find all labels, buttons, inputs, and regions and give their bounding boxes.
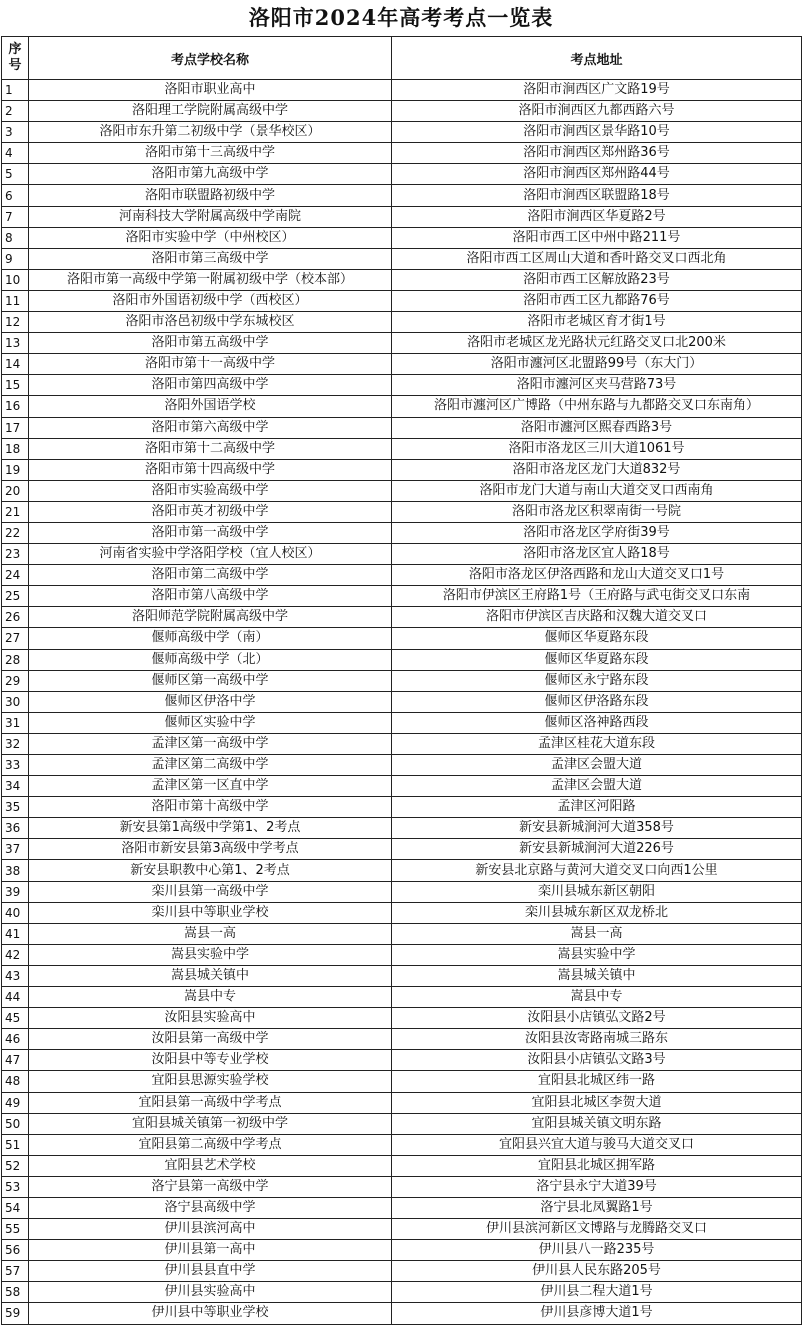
row-index: 55 (2, 1219, 29, 1240)
row-index: 7 (2, 206, 29, 227)
table-row (2, 122, 802, 143)
school-name: 洛阳理工学院附属高级中学 (29, 101, 392, 122)
row-index: 24 (2, 565, 29, 586)
row-index: 39 (2, 881, 29, 902)
school-name: 偃师区伊洛中学 (29, 691, 392, 712)
school-address: 洛阳市瀍河区北盟路99号（东大门） (392, 354, 802, 375)
table-row (2, 544, 802, 565)
school-address: 孟津区会盟大道 (392, 755, 802, 776)
school-address: 洛阳市涧西区联盟路18号 (392, 185, 802, 206)
school-address: 洛阳市洛龙区积翠南街一号院 (392, 501, 802, 522)
school-address: 偃师区伊洛路东段 (392, 691, 802, 712)
table-row (2, 1008, 802, 1029)
school-name: 洛宁县高级中学 (29, 1197, 392, 1218)
table-row (2, 248, 802, 269)
table-row (2, 290, 802, 311)
school-address: 伊川县人民东路205号 (392, 1261, 802, 1282)
table-row (2, 776, 802, 797)
table-row (2, 1071, 802, 1092)
row-index: 32 (2, 733, 29, 754)
school-address: 洛阳市涧西区广文路19号 (392, 80, 802, 101)
table-row (2, 269, 802, 290)
row-index: 22 (2, 522, 29, 543)
table-row (2, 755, 802, 776)
row-index: 6 (2, 185, 29, 206)
school-name: 宜阳县第一高级中学考点 (29, 1092, 392, 1113)
school-address: 偃师区华夏路东段 (392, 628, 802, 649)
school-address: 新安县新城涧河大道358号 (392, 818, 802, 839)
row-index: 36 (2, 818, 29, 839)
row-index: 2 (2, 101, 29, 122)
school-address: 洛阳市涧西区郑州路44号 (392, 164, 802, 185)
table-row (2, 860, 802, 881)
table-row (2, 881, 802, 902)
table-row (2, 649, 802, 670)
table-row (2, 1113, 802, 1134)
school-name: 偃师高级中学（南） (29, 628, 392, 649)
row-index: 48 (2, 1071, 29, 1092)
table-row (2, 1050, 802, 1071)
school-address: 洛宁县北凤翼路1号 (392, 1197, 802, 1218)
row-index: 56 (2, 1240, 29, 1261)
table-row (2, 1240, 802, 1261)
school-name: 宜阳县城关镇第一初级中学 (29, 1113, 392, 1134)
row-index: 59 (2, 1303, 29, 1324)
school-address: 伊川县滨河新区文博路与龙腾路交叉口 (392, 1219, 802, 1240)
school-name: 嵩县实验中学 (29, 944, 392, 965)
school-address: 宜阳县城关镇文明东路 (392, 1113, 802, 1134)
school-address: 洛阳市涧西区郑州路36号 (392, 143, 802, 164)
table-row (2, 944, 802, 965)
school-address: 嵩县一高 (392, 923, 802, 944)
row-index: 52 (2, 1155, 29, 1176)
table-row (2, 818, 802, 839)
table-row (2, 902, 802, 923)
row-index: 40 (2, 902, 29, 923)
school-name: 洛阳市第二高级中学 (29, 565, 392, 586)
school-address: 洛阳市瀍河区夹马营路73号 (392, 375, 802, 396)
table-header-row (2, 37, 802, 80)
table-row (2, 923, 802, 944)
school-address: 嵩县实验中学 (392, 944, 802, 965)
school-address: 洛阳市涧西区华夏路2号 (392, 206, 802, 227)
table-row (2, 206, 802, 227)
school-name: 伊川县第一高中 (29, 1240, 392, 1261)
table-row (2, 733, 802, 754)
school-address: 伊川县八一路235号 (392, 1240, 802, 1261)
row-index: 20 (2, 480, 29, 501)
row-index: 50 (2, 1113, 29, 1134)
school-address: 洛阳市涧西区景华路10号 (392, 122, 802, 143)
school-address: 洛阳市伊滨区王府路1号（王府路与武屯街交叉口东南 (392, 586, 802, 607)
row-index: 37 (2, 839, 29, 860)
school-name: 洛阳市第一高级中学 (29, 522, 392, 543)
school-address: 洛阳市洛龙区三川大道1061号 (392, 438, 802, 459)
school-name: 河南省实验中学洛阳学校（宜人校区） (29, 544, 392, 565)
table-row (2, 1197, 802, 1218)
school-address: 洛阳市老城区龙光路状元红路交叉口北200米 (392, 333, 802, 354)
school-address: 汝阳县小店镇弘文路2号 (392, 1008, 802, 1029)
school-name: 洛阳外国语学校 (29, 396, 392, 417)
school-name: 洛阳市第三高级中学 (29, 248, 392, 269)
table-row (2, 501, 802, 522)
table-row (2, 417, 802, 438)
row-index: 35 (2, 797, 29, 818)
school-address: 嵩县城关镇中 (392, 965, 802, 986)
school-name: 宜阳县第二高级中学考点 (29, 1134, 392, 1155)
row-index: 47 (2, 1050, 29, 1071)
school-name: 伊川县县直中学 (29, 1261, 392, 1282)
school-name: 洛阳市第九高级中学 (29, 164, 392, 185)
school-address: 洛阳市瀍河区熙春西路3号 (392, 417, 802, 438)
school-address: 汝阳县汝寄路南城三路东 (392, 1029, 802, 1050)
row-index: 58 (2, 1282, 29, 1303)
table-row (2, 565, 802, 586)
school-address: 洛阳市洛龙区学府街39号 (392, 522, 802, 543)
table-row (2, 185, 802, 206)
row-index: 30 (2, 691, 29, 712)
table-row (2, 143, 802, 164)
school-address: 洛阳市洛龙区伊洛西路和龙山大道交叉口1号 (392, 565, 802, 586)
school-name: 洛阳市第十高级中学 (29, 797, 392, 818)
table-row (2, 965, 802, 986)
row-index: 14 (2, 354, 29, 375)
row-index: 54 (2, 1197, 29, 1218)
school-name: 洛阳市第十一高级中学 (29, 354, 392, 375)
row-index: 1 (2, 80, 29, 101)
school-name: 洛阳市第四高级中学 (29, 375, 392, 396)
school-name: 孟津区第二高级中学 (29, 755, 392, 776)
row-index: 9 (2, 248, 29, 269)
row-index: 46 (2, 1029, 29, 1050)
school-name: 汝阳县中等专业学校 (29, 1050, 392, 1071)
school-name: 洛阳市实验高级中学 (29, 480, 392, 501)
school-name: 嵩县城关镇中 (29, 965, 392, 986)
table-row (2, 375, 802, 396)
school-address: 伊川县彦博大道1号 (392, 1303, 802, 1324)
table-row (2, 839, 802, 860)
school-name: 洛阳市英才初级中学 (29, 501, 392, 522)
school-name: 洛阳市第六高级中学 (29, 417, 392, 438)
table-row (2, 227, 802, 248)
row-index: 41 (2, 923, 29, 944)
table-row (2, 1155, 802, 1176)
school-address: 新安县北京路与黄河大道交叉口向西1公里 (392, 860, 802, 881)
school-name: 洛阳市第十四高级中学 (29, 459, 392, 480)
school-address: 伊川县二程大道1号 (392, 1282, 802, 1303)
school-address: 洛阳市伊滨区吉庆路和汉魏大道交叉口 (392, 607, 802, 628)
row-index: 4 (2, 143, 29, 164)
school-address: 洛阳市龙门大道与南山大道交叉口西南角 (392, 480, 802, 501)
school-address: 孟津区河阳路 (392, 797, 802, 818)
school-address: 宜阳县兴宜大道与骏马大道交叉口 (392, 1134, 802, 1155)
school-name: 洛阳市联盟路初级中学 (29, 185, 392, 206)
row-index: 44 (2, 987, 29, 1008)
school-address: 洛阳市洛龙区宜人路18号 (392, 544, 802, 565)
school-name: 洛宁县第一高级中学 (29, 1176, 392, 1197)
row-index: 29 (2, 670, 29, 691)
table-row (2, 797, 802, 818)
table-row (2, 1261, 802, 1282)
school-address: 新安县新城涧河大道226号 (392, 839, 802, 860)
school-name: 新安县第1高级中学第1、2考点 (29, 818, 392, 839)
school-name: 嵩县中专 (29, 987, 392, 1008)
table-row (2, 101, 802, 122)
school-address: 洛阳市西工区解放路23号 (392, 269, 802, 290)
table-row (2, 80, 802, 101)
row-index: 11 (2, 290, 29, 311)
school-address: 宜阳县北城区纬一路 (392, 1071, 802, 1092)
school-address: 嵩县中专 (392, 987, 802, 1008)
exam-sites-table (1, 36, 802, 1325)
school-address: 洛阳市洛龙区龙门大道832号 (392, 459, 802, 480)
table-row (2, 1219, 802, 1240)
school-address: 洛阳市老城区育才街1号 (392, 312, 802, 333)
row-index: 15 (2, 375, 29, 396)
school-name: 伊川县实验高中 (29, 1282, 392, 1303)
row-index: 43 (2, 965, 29, 986)
row-index: 17 (2, 417, 29, 438)
row-index: 21 (2, 501, 29, 522)
school-name: 汝阳县第一高级中学 (29, 1029, 392, 1050)
school-name: 洛阳市外国语初级中学（西校区） (29, 290, 392, 311)
table-row (2, 438, 802, 459)
document-title: 洛阳市2024年高考考点一览表 (248, 5, 554, 30)
row-index: 53 (2, 1176, 29, 1197)
row-index: 19 (2, 459, 29, 480)
table-row (2, 164, 802, 185)
school-name: 洛阳市第五高级中学 (29, 333, 392, 354)
school-address: 洛阳市西工区九都路76号 (392, 290, 802, 311)
header-index (2, 37, 29, 80)
row-index: 51 (2, 1134, 29, 1155)
table-row (2, 459, 802, 480)
school-address: 洛宁县永宁大道39号 (392, 1176, 802, 1197)
row-index: 34 (2, 776, 29, 797)
school-name: 河南科技大学附属高级中学南院 (29, 206, 392, 227)
school-name: 新安县职教中心第1、2考点 (29, 860, 392, 881)
school-address: 孟津区会盟大道 (392, 776, 802, 797)
school-address: 偃师区洛神路西段 (392, 712, 802, 733)
table-row (2, 586, 802, 607)
table-row (2, 987, 802, 1008)
table-row (2, 1029, 802, 1050)
row-index: 38 (2, 860, 29, 881)
table-row (2, 312, 802, 333)
row-index: 33 (2, 755, 29, 776)
school-name: 宜阳县艺术学校 (29, 1155, 392, 1176)
header-school: 考点学校名称 (29, 37, 392, 80)
row-index: 5 (2, 164, 29, 185)
table-row (2, 607, 802, 628)
school-name: 偃师区第一高级中学 (29, 670, 392, 691)
school-name: 偃师高级中学（北） (29, 649, 392, 670)
row-index: 3 (2, 122, 29, 143)
school-name: 洛阳市第八高级中学 (29, 586, 392, 607)
table-row (2, 354, 802, 375)
school-name: 宜阳县思源实验学校 (29, 1071, 392, 1092)
school-name: 栾川县中等职业学校 (29, 902, 392, 923)
school-name: 汝阳县实验高中 (29, 1008, 392, 1029)
school-name: 洛阳市洛邑初级中学东城校区 (29, 312, 392, 333)
header-index-label: 序号 (8, 42, 22, 73)
school-name: 洛阳市实验中学（中州校区） (29, 227, 392, 248)
school-address: 栾川县城东新区朝阳 (392, 881, 802, 902)
table-row (2, 1092, 802, 1113)
row-index: 12 (2, 312, 29, 333)
table-row (2, 1303, 802, 1324)
table-row (2, 628, 802, 649)
table-row (2, 1134, 802, 1155)
row-index: 13 (2, 333, 29, 354)
table-body (2, 80, 802, 1325)
school-name: 孟津区第一高级中学 (29, 733, 392, 754)
school-address: 孟津区桂花大道东段 (392, 733, 802, 754)
school-address: 偃师区华夏路东段 (392, 649, 802, 670)
row-index: 18 (2, 438, 29, 459)
school-name: 洛阳市第一高级中学第一附属初级中学（校本部） (29, 269, 392, 290)
school-address: 宜阳县北城区拥军路 (392, 1155, 802, 1176)
school-name: 洛阳市第十三高级中学 (29, 143, 392, 164)
row-index: 23 (2, 544, 29, 565)
school-name: 伊川县滨河高中 (29, 1219, 392, 1240)
row-index: 42 (2, 944, 29, 965)
table-row (2, 396, 802, 417)
row-index: 10 (2, 269, 29, 290)
school-name: 栾川县第一高级中学 (29, 881, 392, 902)
school-address: 洛阳市瀍河区广博路（中州东路与九都路交叉口东南角） (392, 396, 802, 417)
school-name: 洛阳市第十二高级中学 (29, 438, 392, 459)
school-address: 洛阳市西工区中州中路211号 (392, 227, 802, 248)
table-row (2, 1176, 802, 1197)
row-index: 27 (2, 628, 29, 649)
school-name: 伊川县中等职业学校 (29, 1303, 392, 1324)
school-address: 宜阳县北城区李贺大道 (392, 1092, 802, 1113)
school-name: 洛阳市新安县第3高级中学考点 (29, 839, 392, 860)
row-index: 8 (2, 227, 29, 248)
school-address: 汝阳县小店镇弘文路3号 (392, 1050, 802, 1071)
school-name: 偃师区实验中学 (29, 712, 392, 733)
school-address: 洛阳市涧西区九都西路六号 (392, 101, 802, 122)
row-index: 16 (2, 396, 29, 417)
header-address: 考点地址 (392, 37, 802, 80)
table-row (2, 333, 802, 354)
row-index: 57 (2, 1261, 29, 1282)
school-address: 偃师区永宁路东段 (392, 670, 802, 691)
school-name: 洛阳师范学院附属高级中学 (29, 607, 392, 628)
row-index: 25 (2, 586, 29, 607)
table-row (2, 712, 802, 733)
school-address: 洛阳市西工区周山大道和香叶路交叉口西北角 (392, 248, 802, 269)
table-row (2, 480, 802, 501)
row-index: 28 (2, 649, 29, 670)
table-row (2, 691, 802, 712)
row-index: 26 (2, 607, 29, 628)
table-row (2, 522, 802, 543)
row-index: 31 (2, 712, 29, 733)
school-name: 嵩县一高 (29, 923, 392, 944)
school-name: 孟津区第一区直中学 (29, 776, 392, 797)
table-row (2, 670, 802, 691)
school-name: 洛阳市职业高中 (29, 80, 392, 101)
row-index: 45 (2, 1008, 29, 1029)
row-index: 49 (2, 1092, 29, 1113)
school-address: 栾川县城东新区双龙桥北 (392, 902, 802, 923)
table-row (2, 1282, 802, 1303)
school-name: 洛阳市东升第二初级中学（景华校区） (29, 122, 392, 143)
